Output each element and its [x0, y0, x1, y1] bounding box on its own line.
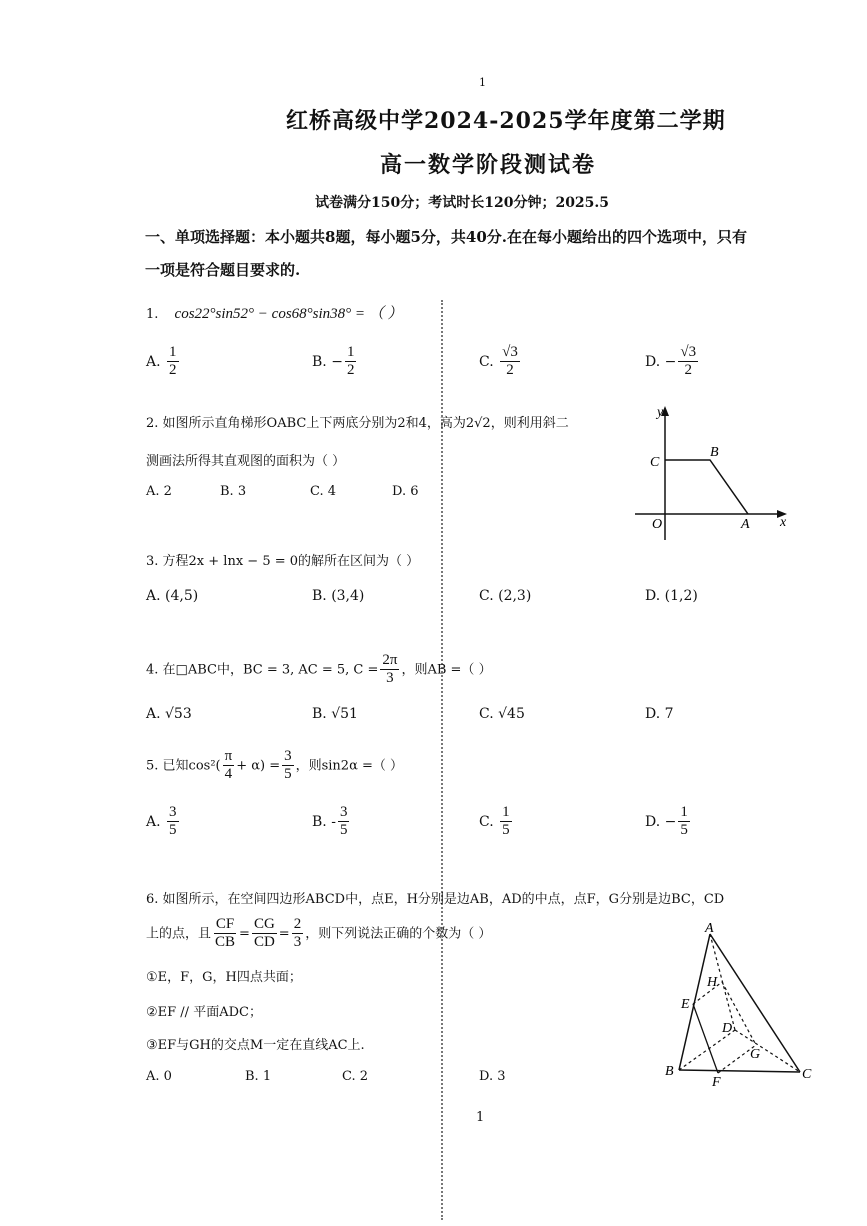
q5-option-c[interactable]: C. $\frac{1}{5}$: [479, 804, 510, 839]
q5-stem-post: ，则sin2α =（ ）: [295, 758, 404, 774]
fig2-label-o: O: [652, 517, 663, 532]
q5-option-a[interactable]: A. $\frac{3}{5}$: [146, 804, 177, 839]
q1-option-d[interactable]: D. − $\frac{√3}{2}$: [645, 344, 697, 379]
page-number: 1: [476, 1110, 485, 1125]
q2-option-b[interactable]: B. 3: [220, 484, 247, 499]
tetrahedron-figure: [655, 920, 825, 1090]
q1-number: 1.: [146, 307, 159, 322]
q6-option-c[interactable]: C. 2: [342, 1069, 369, 1084]
q1-a-fraction: $\frac{1}{2}$: [169, 344, 177, 379]
q6-statement-1: ①E，F，G，H四点共面；: [146, 970, 302, 985]
exam-subtitle: 高一数学阶段测试卷: [380, 152, 597, 178]
q1-d-fraction: $\frac{√3}{2}$: [680, 344, 697, 379]
q4-option-a[interactable]: A. √53: [146, 706, 192, 722]
q4-stem-pre: 4. 在□ABC中，BC = 3, AC = 5, C =: [146, 662, 379, 678]
fig2-label-x: x: [780, 515, 787, 530]
q1-option-b[interactable]: B. − $\frac{1}{2}$: [312, 344, 355, 379]
fig6-label-b: B: [665, 1064, 674, 1079]
q2-option-c[interactable]: C. 4: [310, 484, 337, 499]
q4-option-b[interactable]: B. √51: [312, 706, 358, 722]
exam-title: 红桥高级中学2024-2025学年度第二学期: [286, 108, 726, 134]
q6-option-d[interactable]: D. 3: [479, 1069, 506, 1084]
question-5: [146, 748, 403, 784]
fig2-label-c: C: [650, 455, 660, 470]
q3-option-d[interactable]: D. (1,2): [645, 588, 698, 604]
q5-option-b[interactable]: B. - $\frac{3}{5}$: [312, 804, 348, 839]
q4-stem-post: ，则AB =（ ）: [401, 662, 492, 678]
section-heading-line1: 一、单项选择题：本小题共8题，每小题5分，共40分.在在每小题给出的四个选项中，只有: [145, 228, 747, 246]
q2-stem-line1: 2. 如图所示直角梯形OABC上下两底分别为2和4，高为2√2，则利用斜二: [146, 416, 569, 431]
q6-option-b[interactable]: B. 1: [245, 1069, 272, 1084]
fold-line: [441, 300, 443, 1220]
q2-option-a[interactable]: A. 2: [146, 484, 172, 499]
question-4: [146, 652, 492, 688]
q6-statement-3: ③EF与GH的交点M一定在直线AC上.: [146, 1038, 365, 1053]
q3-option-b[interactable]: B. (3,4): [312, 588, 365, 604]
fig2-label-y: y: [657, 405, 664, 420]
fig6-label-a: A: [705, 921, 714, 936]
q6-statement-2: ②EF // 平面ADC；: [146, 1005, 262, 1020]
fig6-label-e: E: [681, 997, 690, 1012]
fig6-label-h: H: [707, 975, 718, 990]
fig6-label-d: D: [722, 1021, 733, 1036]
q5-inner-fraction: $\frac{\pi}{4}$: [224, 748, 233, 783]
q6-stem-line2: 上的点，且 $\frac{CF}{CB}$ = $\frac{CG}{CD}$ = $\frac{2}{3}$ ，则下列说法正确的个数为（ ）: [146, 916, 492, 951]
q1-b-fraction: $\frac{1}{2}$: [346, 344, 355, 379]
q1-stem: cos22°sin52° − cos68°sin38° = （ ）: [174, 306, 403, 322]
q6-stem-line1: 6. 如图所示，在空间四边形ABCD中，点E，H分别是边AB，AD的中点，点F，G分别是边BC，CD: [146, 892, 725, 907]
q1-c-fraction: $\frac{√3}{2}$: [502, 344, 518, 379]
fig2-label-a: A: [741, 517, 750, 532]
fig6-label-g: G: [750, 1047, 761, 1062]
question-1: [146, 302, 403, 323]
q6-option-a[interactable]: A. 0: [146, 1069, 172, 1084]
q3-option-c[interactable]: C. (2,3): [479, 588, 532, 604]
q5-inner-post: + α) =: [236, 758, 281, 774]
q1-option-c[interactable]: C. $\frac{√3}{2}$: [479, 344, 518, 379]
q4-angle-fraction: $\frac{2\pi}{3}$: [382, 652, 398, 687]
q2-option-d[interactable]: D. 6: [392, 484, 419, 499]
fig2-label-b: B: [710, 445, 719, 460]
q4-option-d[interactable]: D. 7: [645, 706, 674, 722]
q5-rhs-fraction: $\frac{3}{5}$: [284, 748, 292, 783]
q3-option-a[interactable]: A. (4,5): [146, 588, 199, 604]
q3-stem: 3. 方程2x + lnx − 5 = 0的解所在区间为（ ）: [146, 554, 420, 569]
q1-option-a[interactable]: A. $\frac{1}{2}$: [146, 344, 177, 379]
exam-info: 试卷满分150分；考试时长120分钟；2025.5: [315, 195, 610, 211]
q2-stem-line2: 测画法所得其直观图的面积为（ ）: [146, 454, 346, 469]
trapezoid-figure: [630, 400, 795, 550]
page-mark-top: 1: [479, 76, 486, 89]
q4-option-c[interactable]: C. √45: [479, 706, 525, 722]
q5-option-d[interactable]: D. − $\frac{1}{5}$: [645, 804, 688, 839]
fig6-label-c: C: [802, 1067, 812, 1082]
section-heading-line2: 一项是符合题目要求的.: [145, 261, 301, 279]
q5-stem-pre: 5. 已知cos²(: [146, 758, 221, 774]
fig6-label-f: F: [712, 1075, 721, 1090]
